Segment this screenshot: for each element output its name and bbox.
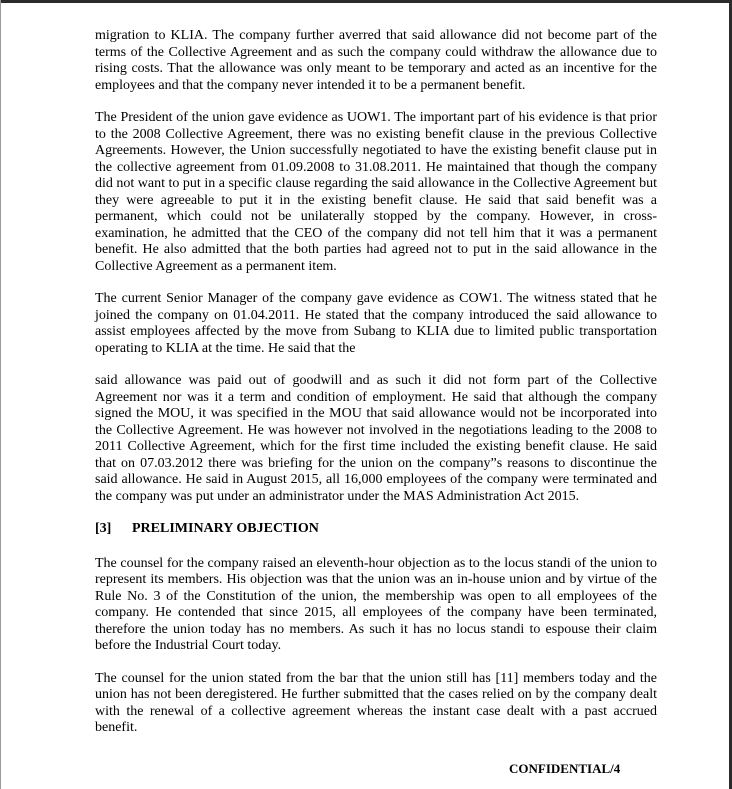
paragraph-union-president-evidence: The President of the union gave evidence as UOW1. The important part of his evidence is that prior to the 2008 Collective Agreement, there was no existing benefit clause in the previous Collective Agreements. However, the Union successfully negotiated to have the existing benefit clause put in the collective agreement from 01.09.2008 to 31.08.2011. He maintained that though the company did not want to put in a specific clause regarding the said allowance in the Collective Agreement but they were agreeable to put it in the existing benefit clause. He said that said benefit was a permanent, which could not be unilaterally stopped by the company. However, in cross- examination, he admitted that the CEO of the company did not tell him that it was a permanent benefit. He also admitted that the both parties had agreed not to put in the said allowance in the Collective Agreement as a permanent item. — [95, 110, 657, 274]
confidential-footer: CONFIDENTIAL/4 — [509, 761, 621, 776]
paragraph-senior-manager-evidence: The current Senior Manager of the company gave evidence as COW1. The witness stated that he joined the company on 01.04.2011. He stated that the company introduced the said allowance to assist employees affected by the move from Subang to KLIA due to limited public transportation operating to KLIA at the time. He said that the — [95, 291, 657, 356]
section-title: PRELIMINARY OBJECTION — [132, 521, 319, 536]
document-page — [95, 28, 657, 753]
paragraph-union-reply: The counsel for the union stated from the bar that the union still has [11] members today and the union has not been deregistered. He further submitted that the cases relied on by the company dealt with the renewal of a collective agreement whereas the instant case dealt with a past accrued benefit. — [95, 670, 657, 735]
paragraph-company-objection: The counsel for the company raised an eleventh-hour objection as to the locus standi of the union to represent its members. His objection was that the union was an in-house union and by virtue of the Rule No. 3 of the Constitution of the union, the membership was open to all employees of the company. He contended that since 2015, all employees of the company have been terminated, therefore the union today has no members. As such it has no locus standi to espouse their claim before the Industrial Court today. — [95, 555, 657, 653]
section-heading — [95, 521, 657, 538]
window-left-border — [0, 0, 1, 789]
section-number: [3] — [95, 521, 112, 536]
window-top-border — [0, 0, 732, 3]
paragraph-migration: migration to KLIA. The company further averred that said allowance did not become part of the terms of the Collective Agreement and as such the company could withdraw the allowance due to rising costs. That the allowance was only meant to be temporary and acted as an incentive for the employees and that the company never intended it to be a permanent benefit. — [95, 28, 657, 93]
paragraph-goodwill-allowance: said allowance was paid out of goodwill and as such it did not form part of the Collective Agreement nor was it a term and condition of employment. He said that although the company signed the MOU, it was specified in the MOU that said allowance would not be incorporated into the Collective Agreement. He was however not involved in the negotiations leading to the 2008 to 2011 Collective Agreement, which for the first time included the existing benefit clause. He said that on 07.03.2012 there was briefing for the union on the company”s reasons to discontinue the said allowance. He said in August 2015, all 16,000 employees of the company were terminated and the company was put under an administrator under the MAS Administration Act 2015. — [95, 373, 657, 504]
